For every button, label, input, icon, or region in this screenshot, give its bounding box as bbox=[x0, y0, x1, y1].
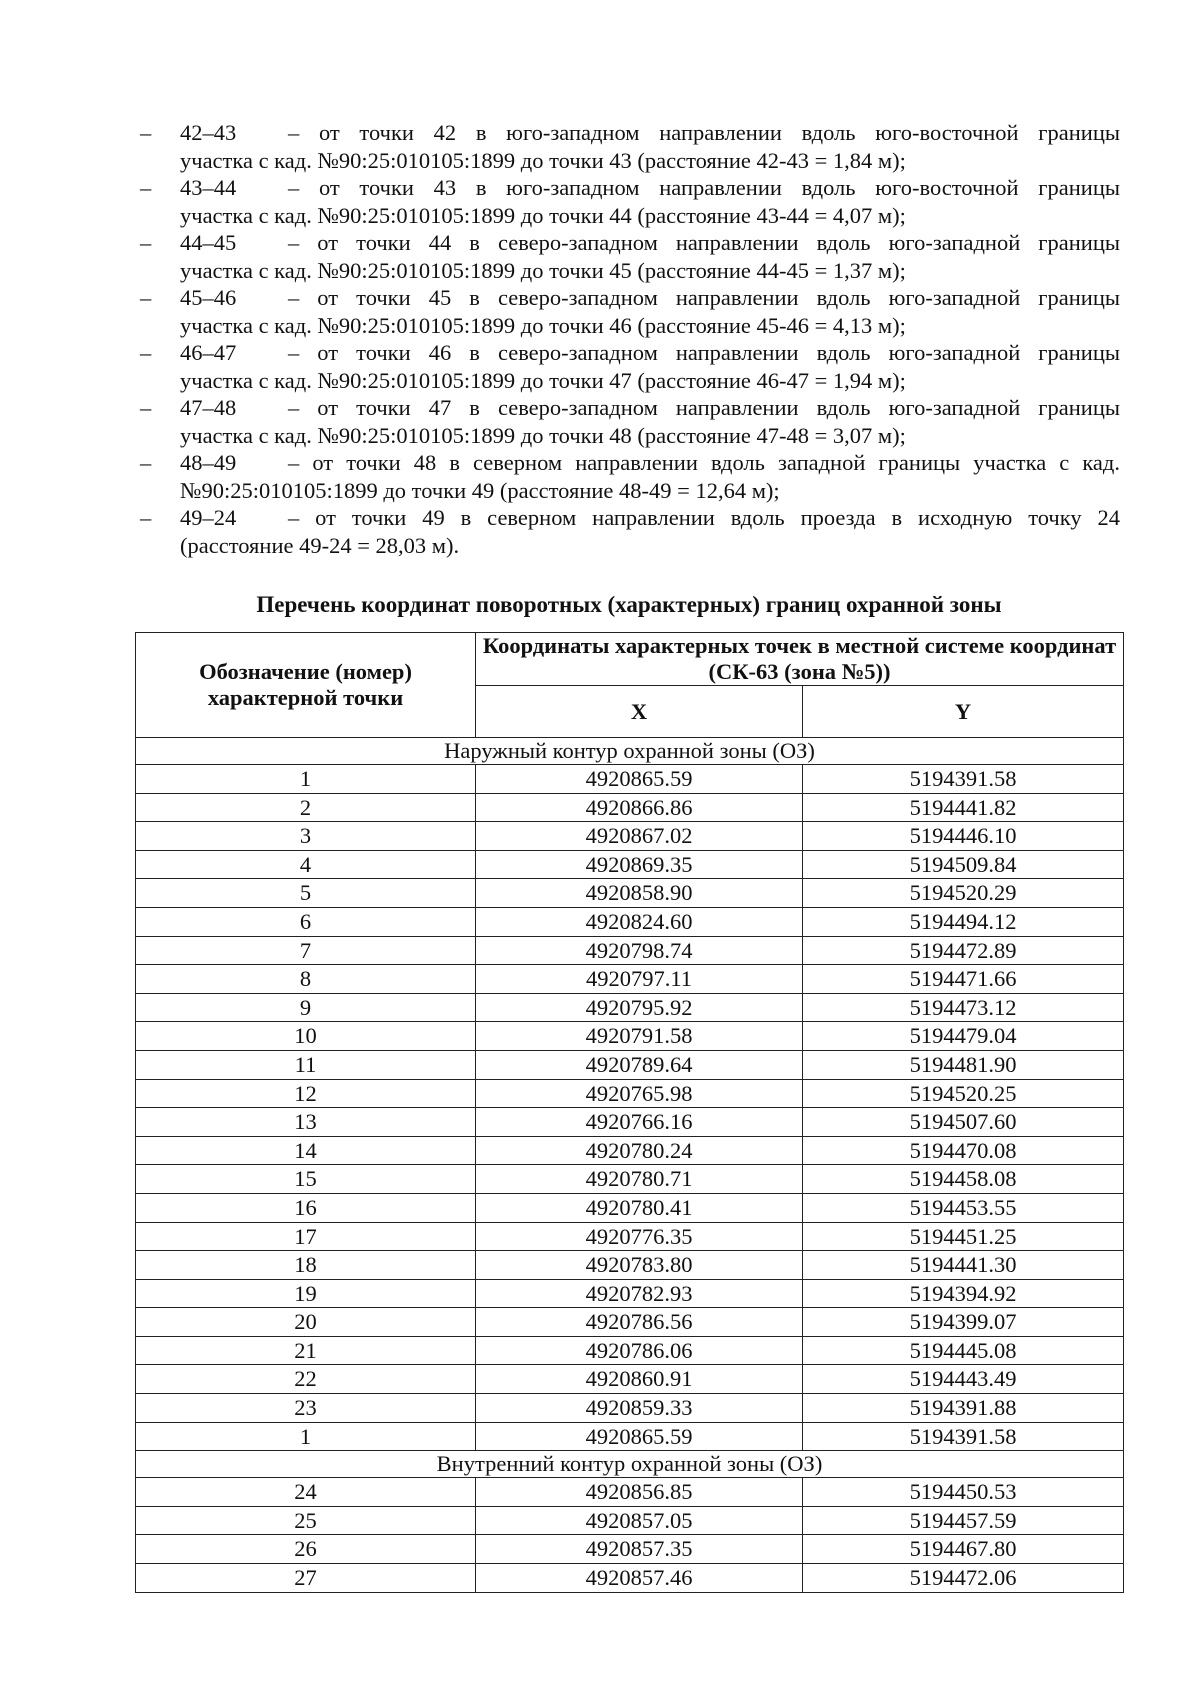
table-row bbox=[136, 1050, 1124, 1079]
segment-description: – от точки 44 в северо-западном направлении вдоль юго-западной границы bbox=[288, 230, 1120, 255]
table-row bbox=[136, 1564, 1124, 1593]
table-row bbox=[136, 879, 1124, 908]
segment-continuation: участка с кад. №90:25:010105:1899 до точки 47 (расстояние 46-47 = 1,94 м); bbox=[180, 367, 906, 393]
table-row bbox=[136, 1394, 1124, 1423]
x-coordinate-cell: 4920786.06 bbox=[476, 1336, 803, 1365]
segment-item bbox=[140, 394, 1120, 449]
x-coordinate-cell: 4920782.93 bbox=[476, 1279, 803, 1308]
segment-description: – от точки 46 в северо-западном направлении вдоль юго-западной границы bbox=[288, 340, 1120, 365]
header-x: X bbox=[476, 686, 803, 738]
y-coordinate-cell: 5194391.58 bbox=[803, 1422, 1124, 1451]
table-row bbox=[136, 1136, 1124, 1165]
x-coordinate-cell: 4920798.74 bbox=[476, 936, 803, 965]
inner-contour-heading: Внутренний контур охранной зоны (ОЗ) bbox=[136, 1451, 1124, 1478]
table-row bbox=[136, 1535, 1124, 1564]
y-coordinate-cell: 5194445.08 bbox=[803, 1336, 1124, 1365]
table-row bbox=[136, 993, 1124, 1022]
y-coordinate-cell: 5194473.12 bbox=[803, 993, 1124, 1022]
point-number-cell: 24 bbox=[136, 1478, 476, 1507]
segment-number: 43–44 bbox=[180, 175, 237, 200]
y-coordinate-cell: 5194520.29 bbox=[803, 879, 1124, 908]
point-number-cell: 6 bbox=[136, 907, 476, 936]
x-coordinate-cell: 4920857.35 bbox=[476, 1535, 803, 1564]
x-coordinate-cell: 4920867.02 bbox=[476, 822, 803, 851]
point-number-cell: 15 bbox=[136, 1165, 476, 1194]
segment-line bbox=[180, 119, 1120, 147]
segment-number: 45–46 bbox=[180, 285, 237, 310]
list-dash: – bbox=[140, 175, 152, 200]
y-coordinate-cell: 5194481.90 bbox=[803, 1050, 1124, 1079]
segment-continuation: участка с кад. №90:25:010105:1899 до точки 43 (расстояние 42-43 = 1,84 м); bbox=[180, 147, 906, 173]
segment-continuation: (расстояние 49-24 = 28,03 м). bbox=[180, 532, 460, 558]
point-number-cell: 3 bbox=[136, 822, 476, 851]
x-coordinate-cell: 4920858.90 bbox=[476, 879, 803, 908]
table-row bbox=[136, 1478, 1124, 1507]
segment-number: 48–49 bbox=[180, 450, 237, 475]
x-coordinate-cell: 4920860.91 bbox=[476, 1365, 803, 1394]
table-row bbox=[136, 1365, 1124, 1394]
point-number-cell: 25 bbox=[136, 1506, 476, 1535]
y-coordinate-cell: 5194472.89 bbox=[803, 936, 1124, 965]
table-row bbox=[136, 1279, 1124, 1308]
table-row bbox=[136, 1422, 1124, 1451]
table-row bbox=[136, 1506, 1124, 1535]
y-coordinate-cell: 5194399.07 bbox=[803, 1308, 1124, 1337]
table-row bbox=[136, 1108, 1124, 1137]
y-coordinate-cell: 5194394.92 bbox=[803, 1279, 1124, 1308]
list-dash: – bbox=[140, 120, 152, 145]
y-coordinate-cell: 5194494.12 bbox=[803, 907, 1124, 936]
point-number-cell: 13 bbox=[136, 1108, 476, 1137]
table-row bbox=[136, 936, 1124, 965]
segment-continuation: участка с кад. №90:25:010105:1899 до точки 46 (расстояние 45-46 = 4,13 м); bbox=[180, 312, 906, 338]
point-number-cell: 5 bbox=[136, 879, 476, 908]
x-coordinate-cell: 4920783.80 bbox=[476, 1251, 803, 1280]
table-row bbox=[136, 1165, 1124, 1194]
point-number-cell: 17 bbox=[136, 1222, 476, 1251]
x-coordinate-cell: 4920766.16 bbox=[476, 1108, 803, 1137]
point-number-cell: 11 bbox=[136, 1050, 476, 1079]
table-row bbox=[136, 1193, 1124, 1222]
outer-contour-heading: Наружный контур охранной зоны (ОЗ) bbox=[136, 738, 1124, 765]
table-row bbox=[136, 765, 1124, 794]
segment-line bbox=[180, 339, 1120, 367]
x-coordinate-cell: 4920789.64 bbox=[476, 1050, 803, 1079]
segment-number: 46–47 bbox=[180, 340, 237, 365]
segment-continuation: №90:25:010105:1899 до точки 49 (расстояние 48-49 = 12,64 м); bbox=[180, 477, 780, 503]
table-row bbox=[136, 822, 1124, 851]
x-coordinate-cell: 4920791.58 bbox=[476, 1022, 803, 1051]
segment-description: – от точки 47 в северо-западном направлении вдоль юго-западной границы bbox=[288, 395, 1120, 420]
list-dash: – bbox=[140, 230, 152, 255]
point-number-cell: 16 bbox=[136, 1193, 476, 1222]
list-dash: – bbox=[140, 340, 152, 365]
x-coordinate-cell: 4920859.33 bbox=[476, 1394, 803, 1423]
segment-item bbox=[140, 119, 1120, 174]
segment-list bbox=[140, 119, 1120, 559]
header-y: Y bbox=[803, 686, 1124, 738]
point-number-cell: 8 bbox=[136, 965, 476, 994]
segment-number: 42–43 bbox=[180, 120, 237, 145]
segment-continuation: участка с кад. №90:25:010105:1899 до точки 44 (расстояние 43-44 = 4,07 м); bbox=[180, 202, 906, 228]
segment-line bbox=[180, 229, 1120, 257]
y-coordinate-cell: 5194441.82 bbox=[803, 793, 1124, 822]
y-coordinate-cell: 5194446.10 bbox=[803, 822, 1124, 851]
segment-item bbox=[140, 174, 1120, 229]
segment-continuation: участка с кад. №90:25:010105:1899 до точки 48 (расстояние 47-48 = 3,07 м); bbox=[180, 422, 906, 448]
table-row bbox=[136, 1222, 1124, 1251]
x-coordinate-cell: 4920786.56 bbox=[476, 1308, 803, 1337]
point-number-cell: 12 bbox=[136, 1079, 476, 1108]
point-number-cell: 18 bbox=[136, 1251, 476, 1280]
table-row bbox=[136, 965, 1124, 994]
point-number-cell: 1 bbox=[136, 765, 476, 794]
y-coordinate-cell: 5194470.08 bbox=[803, 1136, 1124, 1165]
header-coordinates: Координаты характерных точек в местной системе координат (СК-63 (зона №5)) bbox=[476, 633, 1124, 686]
segment-description: – от точки 45 в северо-западном направлении вдоль юго-западной границы bbox=[288, 285, 1120, 310]
x-coordinate-cell: 4920869.35 bbox=[476, 850, 803, 879]
x-coordinate-cell: 4920857.46 bbox=[476, 1564, 803, 1593]
table-row bbox=[136, 907, 1124, 936]
x-coordinate-cell: 4920795.92 bbox=[476, 993, 803, 1022]
segment-description: – от точки 43 в юго-западном направлении вдоль юго-восточной границы bbox=[288, 175, 1120, 200]
x-coordinate-cell: 4920824.60 bbox=[476, 907, 803, 936]
point-number-cell: 14 bbox=[136, 1136, 476, 1165]
table-row bbox=[136, 1336, 1124, 1365]
table-row bbox=[136, 1308, 1124, 1337]
y-coordinate-cell: 5194441.30 bbox=[803, 1251, 1124, 1280]
x-coordinate-cell: 4920797.11 bbox=[476, 965, 803, 994]
x-coordinate-cell: 4920865.59 bbox=[476, 765, 803, 794]
y-coordinate-cell: 5194520.25 bbox=[803, 1079, 1124, 1108]
segment-description: – от точки 49 в северном направлении вдоль проезда в исходную точку 24 bbox=[288, 505, 1120, 530]
segment-description: – от точки 42 в юго-западном направлении вдоль юго-восточной границы bbox=[288, 120, 1120, 145]
point-number-cell: 10 bbox=[136, 1022, 476, 1051]
segment-line bbox=[180, 284, 1120, 312]
coordinates-table bbox=[135, 632, 1124, 1593]
segment-number: 47–48 bbox=[180, 395, 237, 420]
y-coordinate-cell: 5194507.60 bbox=[803, 1108, 1124, 1137]
table-row bbox=[136, 1022, 1124, 1051]
segment-item bbox=[140, 339, 1120, 394]
y-coordinate-cell: 5194443.49 bbox=[803, 1365, 1124, 1394]
y-coordinate-cell: 5194472.06 bbox=[803, 1564, 1124, 1593]
point-number-cell: 9 bbox=[136, 993, 476, 1022]
point-number-cell: 4 bbox=[136, 850, 476, 879]
y-coordinate-cell: 5194467.80 bbox=[803, 1535, 1124, 1564]
segment-continuation: участка с кад. №90:25:010105:1899 до точки 45 (расстояние 44-45 = 1,37 м); bbox=[180, 257, 906, 283]
x-coordinate-cell: 4920780.24 bbox=[476, 1136, 803, 1165]
y-coordinate-cell: 5194391.58 bbox=[803, 765, 1124, 794]
y-coordinate-cell: 5194509.84 bbox=[803, 850, 1124, 879]
y-coordinate-cell: 5194479.04 bbox=[803, 1022, 1124, 1051]
list-dash: – bbox=[140, 285, 152, 310]
segment-description: – от точки 48 в северном направлении вдоль западной границы участка с кад. bbox=[288, 450, 1120, 475]
segment-number: 44–45 bbox=[180, 230, 237, 255]
segment-line bbox=[180, 504, 1120, 532]
point-number-cell: 1 bbox=[136, 1422, 476, 1451]
segment-item bbox=[140, 229, 1120, 284]
table-row bbox=[136, 850, 1124, 879]
x-coordinate-cell: 4920780.71 bbox=[476, 1165, 803, 1194]
table-row bbox=[136, 1079, 1124, 1108]
y-coordinate-cell: 5194451.25 bbox=[803, 1222, 1124, 1251]
segment-item bbox=[140, 284, 1120, 339]
point-number-cell: 23 bbox=[136, 1394, 476, 1423]
y-coordinate-cell: 5194450.53 bbox=[803, 1478, 1124, 1507]
x-coordinate-cell: 4920765.98 bbox=[476, 1079, 803, 1108]
list-dash: – bbox=[140, 450, 152, 475]
x-coordinate-cell: 4920856.85 bbox=[476, 1478, 803, 1507]
point-number-cell: 19 bbox=[136, 1279, 476, 1308]
x-coordinate-cell: 4920776.35 bbox=[476, 1222, 803, 1251]
x-coordinate-cell: 4920857.05 bbox=[476, 1506, 803, 1535]
y-coordinate-cell: 5194471.66 bbox=[803, 965, 1124, 994]
segment-line bbox=[180, 174, 1120, 202]
x-coordinate-cell: 4920865.59 bbox=[476, 1422, 803, 1451]
segment-item bbox=[140, 449, 1120, 504]
x-coordinate-cell: 4920866.86 bbox=[476, 793, 803, 822]
list-dash: – bbox=[140, 395, 152, 420]
point-number-cell: 2 bbox=[136, 793, 476, 822]
segment-item bbox=[140, 504, 1120, 559]
point-number-cell: 22 bbox=[136, 1365, 476, 1394]
y-coordinate-cell: 5194458.08 bbox=[803, 1165, 1124, 1194]
segment-line bbox=[180, 449, 1120, 477]
segment-number: 49–24 bbox=[180, 505, 237, 530]
point-number-cell: 20 bbox=[136, 1308, 476, 1337]
header-point-number: Обозначение (номер) характерной точки bbox=[136, 633, 476, 738]
y-coordinate-cell: 5194453.55 bbox=[803, 1193, 1124, 1222]
point-number-cell: 26 bbox=[136, 1535, 476, 1564]
table-title: Перечень координат поворотных (характерных) границ охранной зоны bbox=[256, 592, 1002, 617]
y-coordinate-cell: 5194457.59 bbox=[803, 1506, 1124, 1535]
point-number-cell: 21 bbox=[136, 1336, 476, 1365]
table-row bbox=[136, 1251, 1124, 1280]
list-dash: – bbox=[140, 505, 152, 530]
y-coordinate-cell: 5194391.88 bbox=[803, 1394, 1124, 1423]
table-row bbox=[136, 793, 1124, 822]
x-coordinate-cell: 4920780.41 bbox=[476, 1193, 803, 1222]
point-number-cell: 7 bbox=[136, 936, 476, 965]
point-number-cell: 27 bbox=[136, 1564, 476, 1593]
segment-line bbox=[180, 394, 1120, 422]
